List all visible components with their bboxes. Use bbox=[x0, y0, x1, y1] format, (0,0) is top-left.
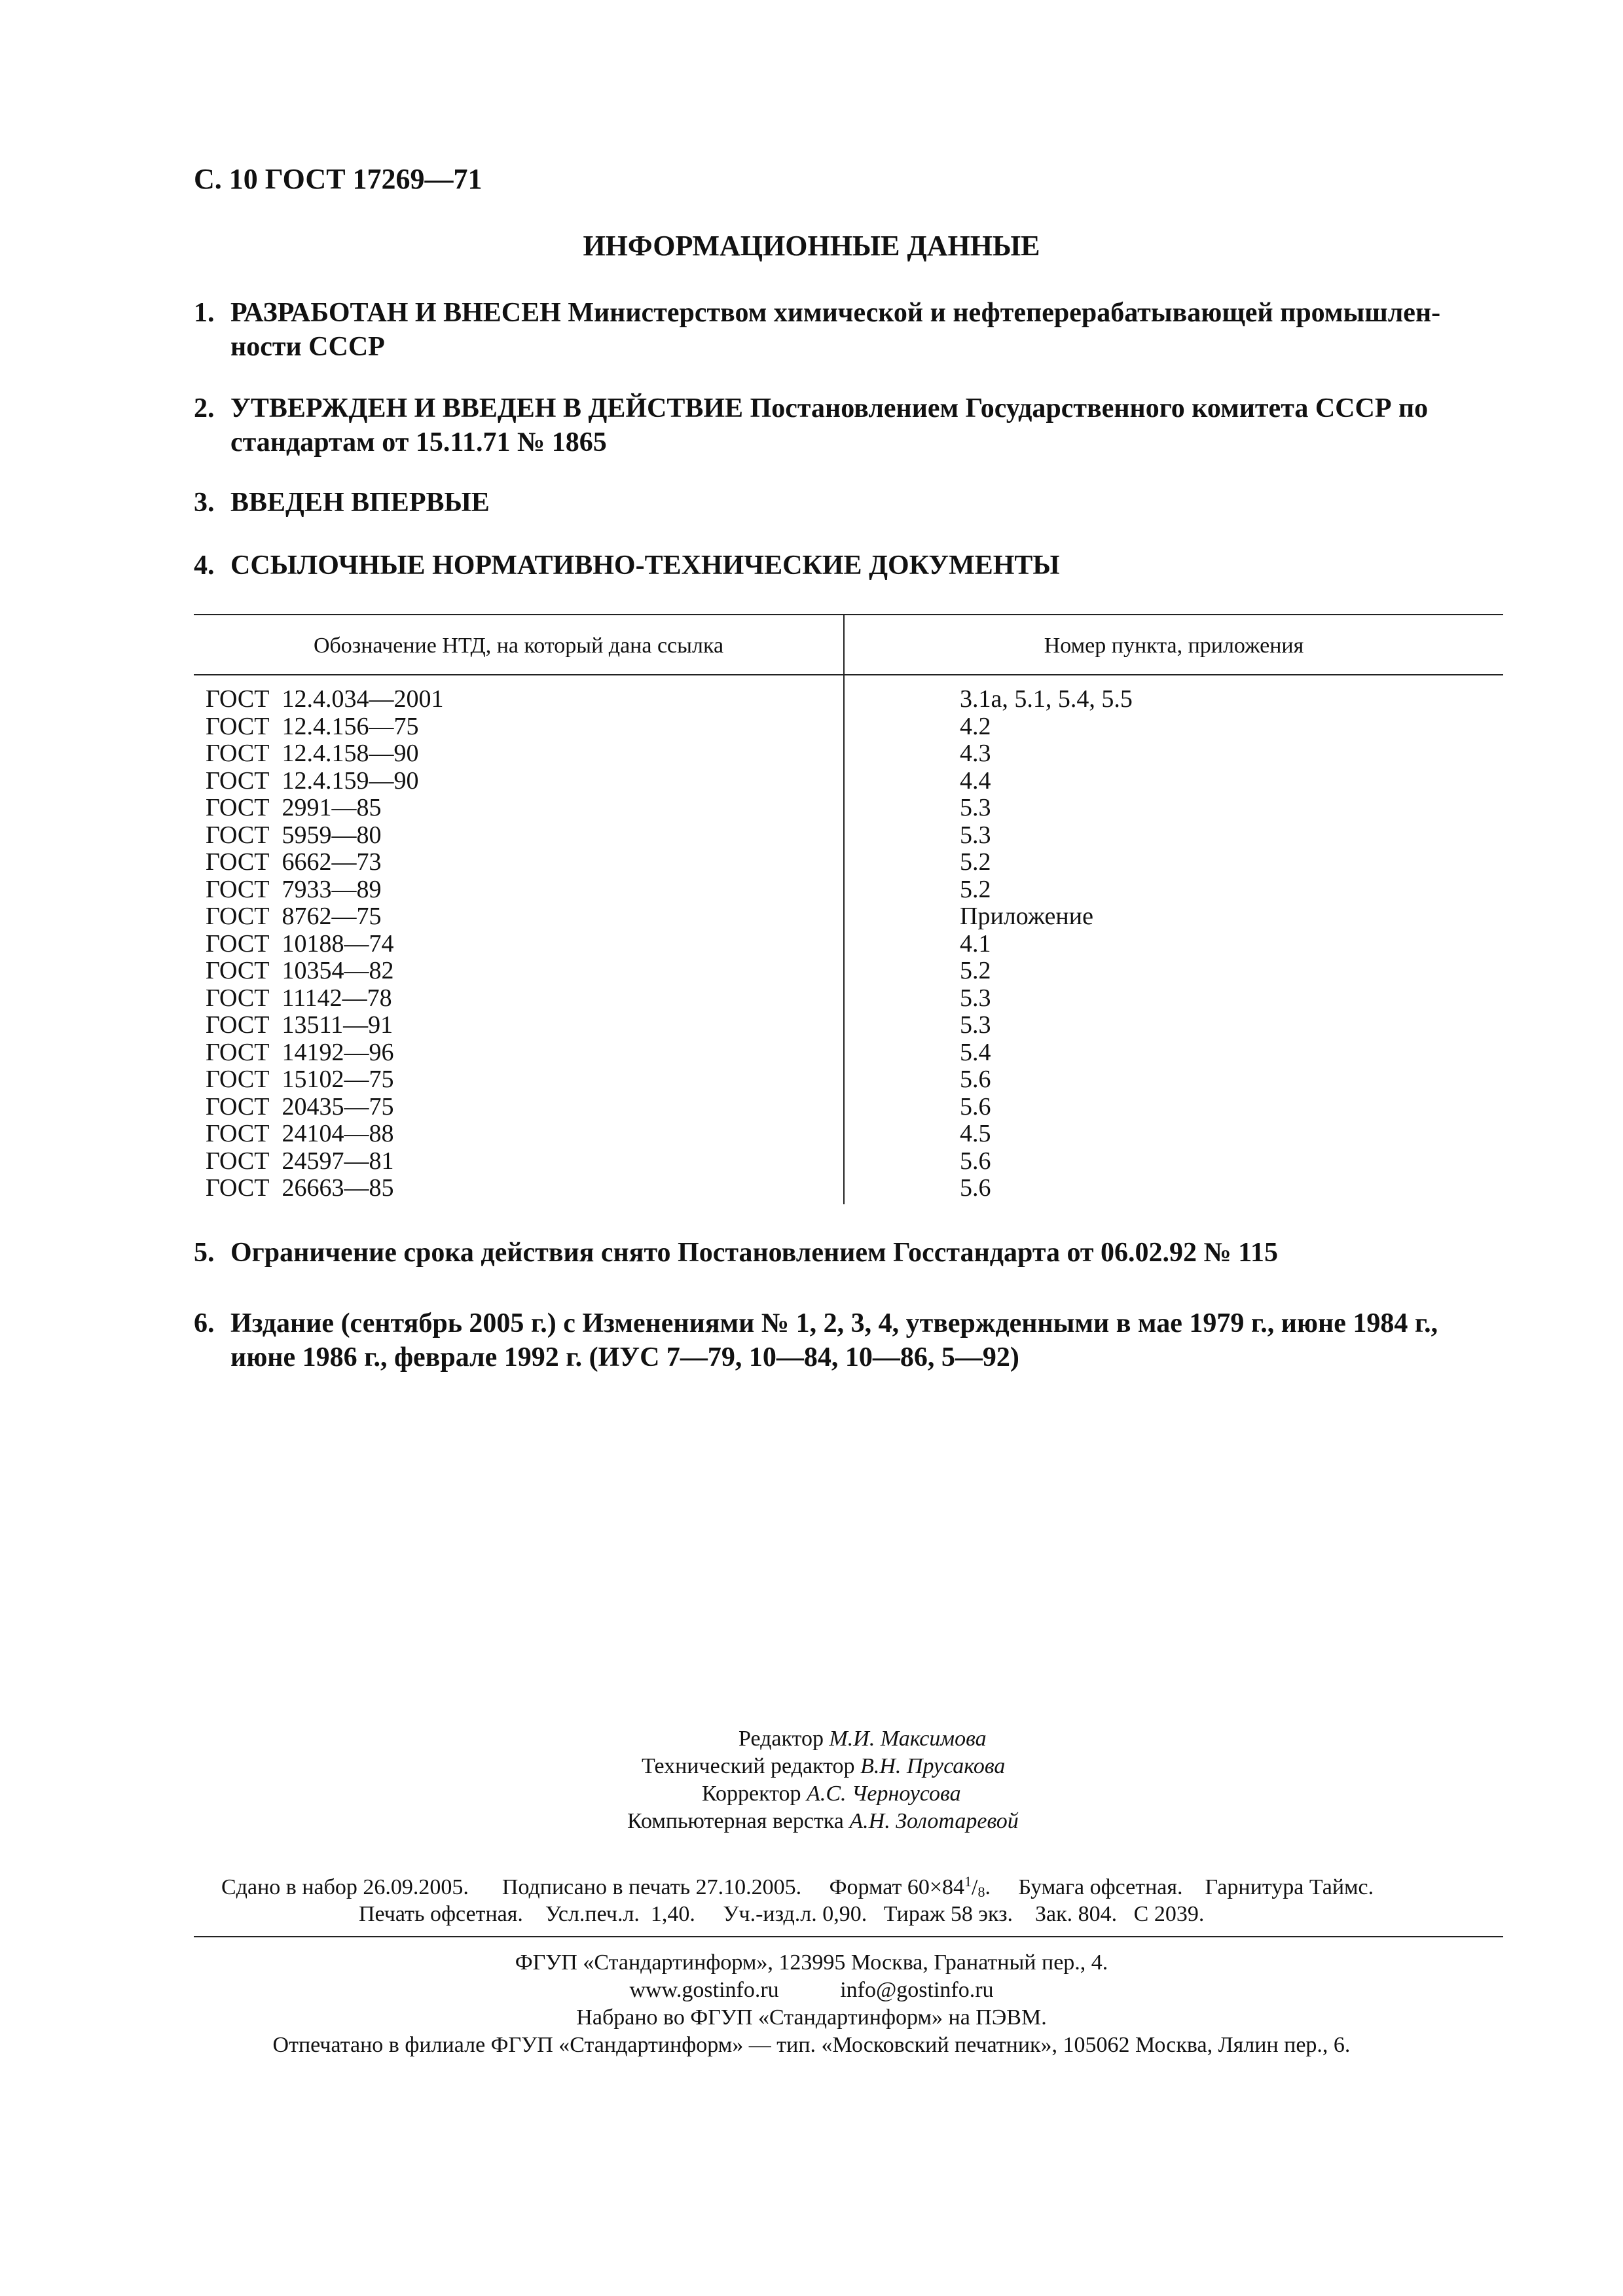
credit-person: В.Н. Прусакова bbox=[860, 1754, 1006, 1778]
format-sub: 8 bbox=[977, 1884, 985, 1900]
item-text: Ограничение срока действия снято Постановлением Госстандарта от 06.02.92 № 115 bbox=[230, 1238, 1278, 1268]
credit-layout bbox=[627, 1809, 1019, 1834]
table-cell-clause: 5.3 bbox=[960, 984, 991, 1012]
table-cell-doc: ГОСТ 24597—81 bbox=[206, 1147, 394, 1175]
publisher-email: info@gostinfo.ru bbox=[840, 1978, 994, 2002]
imprint-font: Гарнитура Таймс. bbox=[1205, 1875, 1374, 1899]
table-row bbox=[194, 1066, 1503, 1094]
table-cell-clause: 3.1а, 5.1, 5.4, 5.5 bbox=[960, 685, 1133, 713]
table-row bbox=[194, 740, 1503, 768]
imprint-rule bbox=[194, 1936, 1503, 1937]
credit-person: А.С. Черноусова bbox=[807, 1782, 961, 1806]
credit-person: М.И. Максимова bbox=[829, 1727, 987, 1751]
table-cell-clause: 5.3 bbox=[960, 1011, 991, 1039]
table-cell-doc: ГОСТ 8762—75 bbox=[206, 903, 382, 930]
table-cell-clause: 4.5 bbox=[960, 1120, 991, 1147]
table-cell-clause: 5.2 bbox=[960, 957, 991, 984]
imprint-line-2: Печать офсетная. Усл.печ.л. 1,40. Уч.-изд.л. 0,90. Тираж 58 экз. Зак. 804. С 2039. bbox=[359, 1902, 1205, 1926]
table-cell-doc: ГОСТ 2991—85 bbox=[206, 794, 382, 821]
table-cell-clause: 5.2 bbox=[960, 848, 991, 876]
table-row bbox=[194, 768, 1503, 795]
table-cell-clause: 4.1 bbox=[960, 929, 991, 958]
info-item-3 bbox=[194, 486, 1503, 520]
table-row bbox=[194, 985, 1503, 1013]
table-cell-doc: ГОСТ 12.4.034—2001 bbox=[206, 685, 444, 713]
item-number: 1. bbox=[194, 298, 215, 328]
imprint-line-1 bbox=[221, 1873, 1374, 1901]
format-prefix: Формат 60×84 bbox=[829, 1875, 965, 1899]
imprint-format: Формат $60\times 84^1/_8$. bbox=[829, 1873, 991, 1900]
table-cell-doc: ГОСТ 7933—89 bbox=[206, 875, 382, 903]
table-row bbox=[194, 958, 1503, 985]
table-row bbox=[194, 713, 1503, 741]
info-item-6 bbox=[194, 1306, 1503, 1374]
table-header-doc: Обозначение НТД, на который дана ссылка bbox=[313, 634, 724, 658]
credit-corrector bbox=[702, 1782, 961, 1806]
table-row bbox=[194, 849, 1503, 876]
credit-tech-editor bbox=[642, 1754, 1005, 1779]
table-header-clause: Номер пункта, приложения bbox=[1044, 634, 1304, 658]
item-lead: ВВЕДЕН ВПЕРВЫЕ bbox=[230, 488, 490, 518]
info-item-5 bbox=[194, 1236, 1503, 1270]
credit-label: Технический редактор bbox=[642, 1754, 855, 1778]
table-row bbox=[194, 1039, 1503, 1067]
table-cell-clause: 4.4 bbox=[960, 766, 991, 795]
item-number: 4. bbox=[194, 550, 215, 581]
item-text bbox=[230, 296, 1503, 330]
table-row bbox=[194, 876, 1503, 904]
table-row bbox=[194, 931, 1503, 958]
imprint-sent: Сдано в набор 26.09.2005. bbox=[221, 1875, 469, 1899]
table-row bbox=[194, 1121, 1503, 1148]
table-cell-doc: ГОСТ 12.4.156—75 bbox=[206, 712, 419, 740]
item-text-line2: июне 1986 г., феврале 1992 г. (ИУС 7—79, 10—84, 10—86, 5—92) bbox=[230, 1342, 1019, 1372]
credit-label: Компьютерная верстка bbox=[627, 1809, 844, 1833]
publisher-site: www.gostinfo.ru bbox=[629, 1978, 779, 2002]
table-row bbox=[194, 903, 1503, 931]
info-item-2 bbox=[194, 391, 1503, 459]
imprint-signed: Подписано в печать 27.10.2005. bbox=[501, 1875, 802, 1899]
table-cell-clause: 5.6 bbox=[960, 1147, 991, 1175]
item-number: 3. bbox=[194, 488, 215, 518]
item-number: 5. bbox=[194, 1238, 215, 1268]
item-text: Издание (сентябрь 2005 г.) с Изменениями № 1, 2, 3, 4, утвержденными в мае 1979 г., июне 1984 г., bbox=[230, 1308, 1438, 1338]
publisher-printer: Отпечатано в филиале ФГУП «Стандартинформ» — тип. «Московский печатник», 105062 Москва, Лялин пер., 6. bbox=[272, 2033, 1351, 2057]
credit-label: Редактор bbox=[739, 1727, 824, 1751]
item-lead: ССЫЛОЧНЫЕ НОРМАТИВНО-ТЕХНИЧЕСКИЕ ДОКУМЕНТЫ bbox=[230, 550, 1060, 581]
table-cell-clause: 5.3 bbox=[960, 794, 991, 821]
table-cell-clause: 5.4 bbox=[960, 1038, 991, 1066]
table-cell-clause: 4.3 bbox=[960, 740, 991, 767]
credit-label: Корректор bbox=[702, 1782, 801, 1806]
item-text-line2: стандартам от 15.11.71 № 1865 bbox=[230, 427, 607, 457]
table-cell-clause: 4.2 bbox=[960, 712, 991, 740]
table-cell-clause: 5.6 bbox=[960, 1066, 991, 1093]
publisher-address: ФГУП «Стандартинформ», 123995 Москва, Гранатный пер., 4. bbox=[515, 1950, 1108, 1975]
item-lead: РАЗРАБОТАН И ВНЕСЕН bbox=[230, 298, 561, 328]
table-cell-doc: ГОСТ 26663—85 bbox=[206, 1174, 394, 1202]
table-row bbox=[194, 1175, 1503, 1202]
table-cell-clause: Приложение bbox=[960, 903, 1093, 930]
item-body: Министерством химической и нефтеперерабатывающей промышлен- bbox=[560, 298, 1441, 328]
item-lead: УТВЕРЖДЕН И ВВЕДЕН В ДЕЙСТВИЕ bbox=[230, 393, 744, 423]
table-top-rule bbox=[194, 614, 1503, 615]
table-cell-doc: ГОСТ 5959—80 bbox=[206, 821, 382, 849]
table-cell-doc: ГОСТ 12.4.158—90 bbox=[206, 740, 419, 767]
item-text bbox=[230, 391, 1503, 425]
table-cell-clause: 5.6 bbox=[960, 1174, 991, 1202]
table-cell-doc: ГОСТ 12.4.159—90 bbox=[206, 766, 419, 795]
page-title: ИНФОРМАЦИОННЫЕ ДАННЫЕ bbox=[583, 230, 1040, 262]
table-cell-doc: ГОСТ 14192—96 bbox=[206, 1038, 394, 1066]
page-header: С. 10 ГОСТ 17269—71 bbox=[194, 163, 483, 195]
table-cell-doc: ГОСТ 24104—88 bbox=[206, 1120, 394, 1147]
table-cell-doc: ГОСТ 20435—75 bbox=[206, 1092, 394, 1121]
format-suffix: . bbox=[985, 1875, 991, 1899]
publisher-contacts bbox=[0, 1978, 1623, 2003]
table-header-rule bbox=[194, 674, 1503, 675]
table-cell-doc: ГОСТ 13511—91 bbox=[206, 1011, 393, 1039]
table-row bbox=[194, 1148, 1503, 1175]
table-row bbox=[194, 795, 1503, 822]
publisher-typeset: Набрано во ФГУП «Стандартинформ» на ПЭВМ. bbox=[576, 2005, 1047, 2030]
credit-person: А.Н. Золотаревой bbox=[849, 1809, 1019, 1833]
info-item-1 bbox=[194, 296, 1503, 364]
table-body bbox=[194, 686, 1503, 1202]
table-cell-doc: ГОСТ 6662—73 bbox=[206, 848, 382, 876]
info-item-4 bbox=[194, 548, 1503, 583]
format-sup: 1 bbox=[964, 1873, 972, 1890]
table-cell-doc: ГОСТ 10188—74 bbox=[206, 929, 394, 958]
table-row bbox=[194, 1094, 1503, 1121]
table-cell-clause: 5.3 bbox=[960, 821, 991, 849]
item-text-line2: ности СССР bbox=[230, 332, 385, 362]
item-body: Постановлением Государственного комитета СССР по bbox=[743, 393, 1429, 423]
credit-editor bbox=[739, 1727, 987, 1751]
table-cell-doc: ГОСТ 11142—78 bbox=[206, 984, 392, 1012]
table-cell-clause: 5.6 bbox=[960, 1092, 991, 1121]
table-cell-doc: ГОСТ 10354—82 bbox=[206, 957, 394, 984]
table-row bbox=[194, 1012, 1503, 1039]
item-number: 2. bbox=[194, 393, 215, 423]
table-cell-clause: 5.2 bbox=[960, 875, 991, 903]
table-row bbox=[194, 822, 1503, 850]
table-cell-doc: ГОСТ 15102—75 bbox=[206, 1066, 394, 1093]
imprint-paper: Бумага офсетная. bbox=[1018, 1875, 1183, 1899]
table-row bbox=[194, 686, 1503, 713]
item-number: 6. bbox=[194, 1308, 215, 1338]
